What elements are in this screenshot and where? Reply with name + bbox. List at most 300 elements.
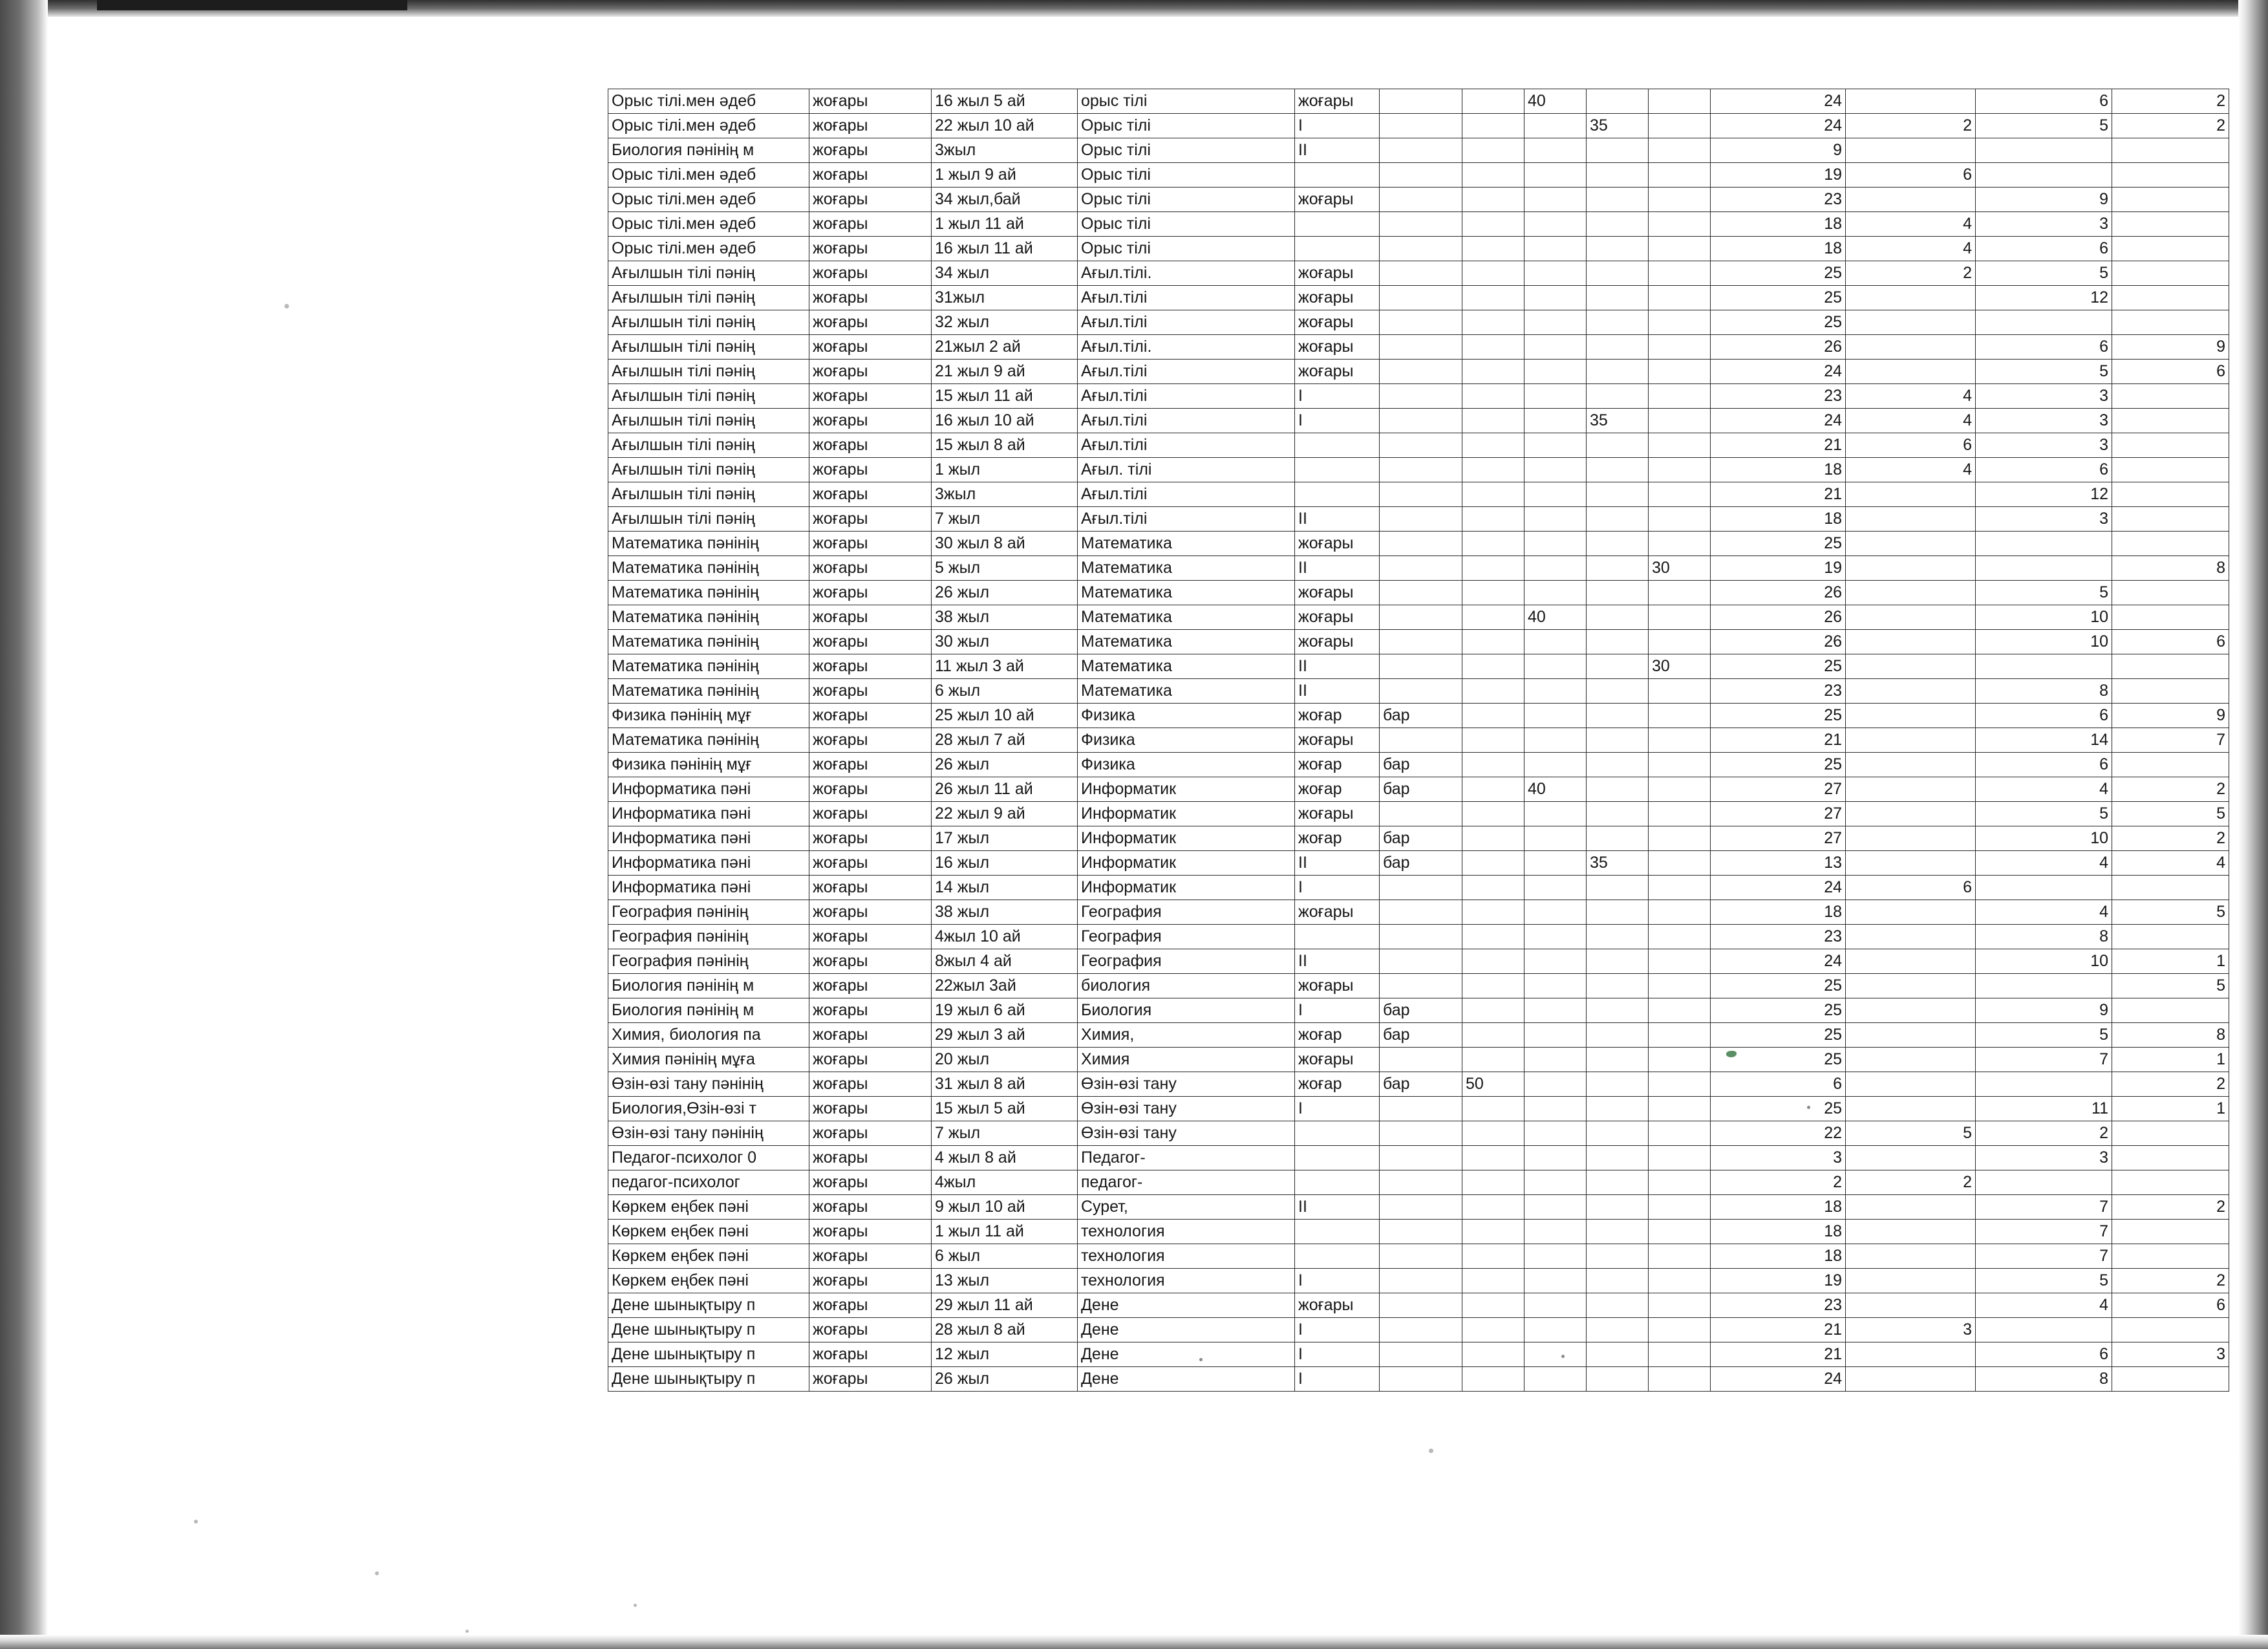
table-cell: жоғары [1295, 802, 1380, 826]
scan-edge-right [2238, 0, 2268, 1649]
table-cell [1649, 433, 1711, 458]
table-cell: жоғары [809, 851, 932, 876]
table-cell: Дене [1078, 1367, 1295, 1392]
table-cell: Математика [1078, 605, 1295, 630]
table-cell: жоғары [809, 335, 932, 360]
table-cell [2112, 482, 2229, 507]
table-cell [1380, 237, 1462, 261]
table-cell: Математика [1078, 581, 1295, 605]
table-cell: жоғары [1295, 188, 1380, 212]
table-row [608, 1269, 2229, 1293]
table-cell: Математика пәнінің [608, 630, 809, 654]
table-cell: 3 [1976, 212, 2112, 237]
table-cell: 6 [1976, 458, 2112, 482]
table-cell: жоғары [809, 1121, 932, 1146]
table-cell: Ағыл.тілі [1078, 482, 1295, 507]
table-cell: жоғары [809, 1072, 932, 1097]
table-cell [1380, 409, 1462, 433]
table-cell [1524, 1220, 1587, 1244]
table-cell: 30 [1649, 654, 1711, 679]
table-cell [1524, 1072, 1587, 1097]
table-cell [1649, 212, 1711, 237]
table-cell: жоғары [809, 1023, 932, 1048]
table-cell [1587, 286, 1649, 310]
table-cell: 14 жыл [932, 876, 1078, 900]
table-cell [1587, 482, 1649, 507]
table-cell [1846, 949, 1976, 974]
table-cell: 24 [1711, 114, 1846, 138]
table-cell: 12 жыл [932, 1342, 1078, 1367]
table-cell: Ағылшын тілі пәнің [608, 360, 809, 384]
table-cell [1649, 1367, 1711, 1392]
table-cell: 26 жыл [932, 581, 1078, 605]
table-cell: 2 [2112, 1072, 2229, 1097]
table-cell: География [1078, 949, 1295, 974]
table-cell: 19 [1711, 163, 1846, 188]
table-cell: жоғары [1295, 974, 1380, 998]
table-cell: 12 [1976, 286, 2112, 310]
table-cell: 6 [1976, 1342, 2112, 1367]
table-cell [1587, 433, 1649, 458]
table-cell: жоғары [809, 163, 932, 188]
table-cell: Ағылшын тілі пәнің [608, 458, 809, 482]
table-cell: 6 [2112, 360, 2229, 384]
table-cell [1649, 163, 1711, 188]
table-cell [1649, 851, 1711, 876]
table-cell [1649, 310, 1711, 335]
table-cell: 2 [1846, 1170, 1976, 1195]
table-cell: 22 жыл 9 ай [932, 802, 1078, 826]
table-cell [1524, 728, 1587, 753]
table-cell: 21 жыл 9 ай [932, 360, 1078, 384]
table-cell: Информатика пәні [608, 826, 809, 851]
table-cell [1380, 138, 1462, 163]
table-cell [1649, 1293, 1711, 1318]
table-cell: 9 жыл 10 ай [932, 1195, 1078, 1220]
table-cell [1846, 1048, 1976, 1072]
table-cell: 2 [1711, 1170, 1846, 1195]
table-cell: жоғар [1295, 1072, 1380, 1097]
table-cell [1649, 1048, 1711, 1072]
table-cell: жоғары [1295, 1293, 1380, 1318]
table-cell: 18 [1711, 237, 1846, 261]
table-cell: Биология пәнінің м [608, 998, 809, 1023]
table-cell: 2 [2112, 114, 2229, 138]
table-cell [1524, 482, 1587, 507]
table-cell [1380, 507, 1462, 532]
table-cell: жоғары [809, 1170, 932, 1195]
table-cell [1462, 138, 1524, 163]
table-cell [1524, 1269, 1587, 1293]
table-row [608, 360, 2229, 384]
table-cell: 8 [1976, 1367, 2112, 1392]
table-cell: I [1295, 384, 1380, 409]
table-cell [1587, 679, 1649, 704]
table-cell: 2 [2112, 777, 2229, 802]
table-cell [1462, 458, 1524, 482]
table-cell [1462, 89, 1524, 114]
table-cell: жоғары [809, 384, 932, 409]
table-cell: бар [1380, 777, 1462, 802]
table-cell: 24 [1711, 89, 1846, 114]
table-cell: жоғары [809, 1318, 932, 1342]
table-cell: Көркем еңбек пәні [608, 1220, 809, 1244]
table-cell [1587, 384, 1649, 409]
table-cell [1462, 1121, 1524, 1146]
table-cell: 25 [1711, 1048, 1846, 1072]
table-cell [1462, 605, 1524, 630]
table-cell: Ағылшын тілі пәнің [608, 482, 809, 507]
scan-speck [375, 1571, 379, 1575]
table-cell [1587, 360, 1649, 384]
table-cell: 2 [1846, 261, 1976, 286]
table-row [608, 89, 2229, 114]
table-cell [1587, 1220, 1649, 1244]
table-row [608, 237, 2229, 261]
table-cell [1649, 1170, 1711, 1195]
table-cell: Информатик [1078, 777, 1295, 802]
table-cell [1649, 482, 1711, 507]
table-cell [1295, 163, 1380, 188]
table-cell: Дене [1078, 1342, 1295, 1367]
scan-speck [634, 1604, 637, 1607]
table-cell [1587, 974, 1649, 998]
table-cell [1380, 1220, 1462, 1244]
table-cell [1524, 1146, 1587, 1170]
table-cell [1380, 1293, 1462, 1318]
table-cell: 18 [1711, 1220, 1846, 1244]
table-cell [1846, 1244, 1976, 1269]
table-cell [1846, 310, 1976, 335]
table-cell: Ағыл. тілі [1078, 458, 1295, 482]
table-cell: Ағыл.тілі [1078, 507, 1295, 532]
table-row [608, 1195, 2229, 1220]
table-cell: 35 [1587, 851, 1649, 876]
table-row [608, 1293, 2229, 1318]
scan-speck [284, 304, 289, 308]
table-cell: жоғары [1295, 605, 1380, 630]
table-cell: 27 [1711, 777, 1846, 802]
table-cell: 35 [1587, 114, 1649, 138]
table-row [608, 532, 2229, 556]
table-cell: I [1295, 114, 1380, 138]
table-cell [1524, 704, 1587, 728]
table-cell [1846, 507, 1976, 532]
table-cell [1380, 900, 1462, 925]
table-cell: 18 [1711, 900, 1846, 925]
table-row [608, 1146, 2229, 1170]
table-cell [1462, 728, 1524, 753]
table-cell: Физика [1078, 704, 1295, 728]
table-cell [1380, 212, 1462, 237]
table-cell [1846, 654, 1976, 679]
table-cell: технология [1078, 1244, 1295, 1269]
table-cell [2112, 1146, 2229, 1170]
table-cell [1649, 114, 1711, 138]
table-row [608, 777, 2229, 802]
table-cell: Өзін-өзі тану [1078, 1072, 1295, 1097]
table-cell: жоғары [809, 777, 932, 802]
table-cell: Физика [1078, 753, 1295, 777]
table-cell: География пәнінің [608, 925, 809, 949]
table-cell [1524, 1170, 1587, 1195]
table-cell: жоғары [809, 998, 932, 1023]
table-cell [1524, 458, 1587, 482]
table-cell [1976, 654, 2112, 679]
table-cell [1649, 532, 1711, 556]
table-cell: 21 [1711, 1342, 1846, 1367]
table-row [608, 138, 2229, 163]
table-cell: 12 [1976, 482, 2112, 507]
table-cell [1649, 728, 1711, 753]
table-cell: 4 [1846, 409, 1976, 433]
table-row [608, 851, 2229, 876]
table-cell [1649, 1023, 1711, 1048]
table-cell: 4 [2112, 851, 2229, 876]
table-cell [1649, 286, 1711, 310]
table-cell: жоғары [1295, 310, 1380, 335]
table-cell [1524, 998, 1587, 1023]
table-cell [1462, 360, 1524, 384]
table-cell: 6 [1711, 1072, 1846, 1097]
table-cell: 3 [1976, 433, 2112, 458]
table-cell [2112, 1367, 2229, 1392]
table-cell: жоғары [809, 114, 932, 138]
table-cell: 2 [1976, 1121, 2112, 1146]
table-cell: География пәнінің [608, 949, 809, 974]
table-cell [2112, 237, 2229, 261]
table-cell [1524, 630, 1587, 654]
table-cell [1846, 679, 1976, 704]
table-cell: Орыс тілі.мен әдеб [608, 114, 809, 138]
table-cell [1587, 335, 1649, 360]
table-cell [1587, 138, 1649, 163]
table-cell: жоғары [809, 1220, 932, 1244]
table-cell: II [1295, 1195, 1380, 1220]
table-cell [1524, 433, 1587, 458]
table-cell [1976, 974, 2112, 998]
table-cell [1524, 212, 1587, 237]
table-cell [1380, 1318, 1462, 1342]
scan-edge-bottom [0, 1635, 2268, 1649]
table-cell: педагог-психолог [608, 1170, 809, 1195]
table-cell: Орыс тілі.мен әдеб [608, 163, 809, 188]
table-cell: 9 [1976, 188, 2112, 212]
table-cell: 40 [1524, 777, 1587, 802]
table-row [608, 949, 2229, 974]
table-cell: 9 [1976, 998, 2112, 1023]
table-cell: жоғары [1295, 360, 1380, 384]
table-cell: Ағыл.тілі. [1078, 335, 1295, 360]
table-cell [1587, 1318, 1649, 1342]
table-cell: Орыс тілі [1078, 138, 1295, 163]
table-cell: 23 [1711, 925, 1846, 949]
table-cell [1587, 949, 1649, 974]
table-cell: жоғары [1295, 728, 1380, 753]
table-cell [1295, 1121, 1380, 1146]
table-cell [1462, 1342, 1524, 1367]
table-cell [2112, 679, 2229, 704]
table-cell: 6 [1846, 876, 1976, 900]
table-cell: жоғар [1295, 826, 1380, 851]
table-body [608, 89, 2229, 1392]
table-cell [1380, 1121, 1462, 1146]
table-cell [1462, 1244, 1524, 1269]
table-row [608, 900, 2229, 925]
table-cell [1380, 335, 1462, 360]
table-row [608, 802, 2229, 826]
table-cell: 4 жыл 8 ай [932, 1146, 1078, 1170]
table-cell [1846, 1072, 1976, 1097]
table-cell: Дене шынықтыру п [608, 1293, 809, 1318]
table-cell: жоғар [1295, 704, 1380, 728]
table-cell [1380, 556, 1462, 581]
table-cell [1295, 458, 1380, 482]
table-cell: Орыс тілі [1078, 188, 1295, 212]
table-cell [2112, 384, 2229, 409]
table-cell: Ағылшын тілі пәнің [608, 335, 809, 360]
table-cell [1524, 679, 1587, 704]
table-cell: 25 жыл 10 ай [932, 704, 1078, 728]
table-cell: Математика [1078, 556, 1295, 581]
table-cell [1846, 1367, 1976, 1392]
table-cell: Ағылшын тілі пәнің [608, 310, 809, 335]
table-cell: 15 жыл 8 ай [932, 433, 1078, 458]
table-cell: Физика [1078, 728, 1295, 753]
table-cell: 1 жыл 9 ай [932, 163, 1078, 188]
table-cell: 1 жыл 11 ай [932, 212, 1078, 237]
table-cell [1846, 1269, 1976, 1293]
table-cell: 18 [1711, 507, 1846, 532]
table-cell [2112, 458, 2229, 482]
table-cell [1462, 998, 1524, 1023]
table-cell [1524, 925, 1587, 949]
table-cell: Көркем еңбек пәні [608, 1244, 809, 1269]
table-row [608, 212, 2229, 237]
table-cell: жоғары [809, 1097, 932, 1121]
table-cell: 5 [1846, 1121, 1976, 1146]
table-row [608, 581, 2229, 605]
table-cell: II [1295, 507, 1380, 532]
table-cell [1587, 998, 1649, 1023]
table-cell: бар [1380, 753, 1462, 777]
table-cell [1295, 1244, 1380, 1269]
table-cell: Орыс тілі.мен әдеб [608, 212, 809, 237]
table-cell [2112, 261, 2229, 286]
table-cell [1295, 212, 1380, 237]
table-cell: Өзін-өзі тану пәнінің [608, 1072, 809, 1097]
table-cell: 6 жыл [932, 1244, 1078, 1269]
table-cell [1524, 753, 1587, 777]
table-cell [1380, 1269, 1462, 1293]
table-cell [1295, 433, 1380, 458]
table-cell: Биология пәнінің м [608, 974, 809, 998]
table-cell [1524, 261, 1587, 286]
table-cell [1649, 1269, 1711, 1293]
table-cell [1462, 1367, 1524, 1392]
table-cell: жоғары [809, 974, 932, 998]
table-cell: Информатика пәні [608, 851, 809, 876]
table-cell: 1 жыл 11 ай [932, 1220, 1078, 1244]
table-cell: Математика [1078, 532, 1295, 556]
table-cell: Математика пәнінің [608, 728, 809, 753]
table-cell: 1 [2112, 949, 2229, 974]
table-cell [1649, 409, 1711, 433]
table-cell [1462, 974, 1524, 998]
table-cell: 16 жыл 10 ай [932, 409, 1078, 433]
table-cell [1587, 556, 1649, 581]
table-cell [1587, 1244, 1649, 1269]
table-cell [1587, 630, 1649, 654]
table-cell: 5 [1976, 114, 2112, 138]
table-cell: жоғары [809, 605, 932, 630]
table-cell: География [1078, 925, 1295, 949]
table-cell: 9 [1711, 138, 1846, 163]
table-cell: 38 жыл [932, 605, 1078, 630]
table-cell [1649, 802, 1711, 826]
table-cell [1846, 1220, 1976, 1244]
table-cell: 28 жыл 7 ай [932, 728, 1078, 753]
table-cell: 4жыл [932, 1170, 1078, 1195]
table-cell [1524, 507, 1587, 532]
table-cell [2112, 1318, 2229, 1342]
table-cell: 19 [1711, 1269, 1846, 1293]
table-cell: 35 [1587, 409, 1649, 433]
table-cell: 1 [2112, 1048, 2229, 1072]
table-row [608, 1072, 2229, 1097]
table-cell [1295, 1170, 1380, 1195]
table-cell: жоғары [809, 802, 932, 826]
table-cell: 18 [1711, 1195, 1846, 1220]
table-cell: жоғары [809, 1048, 932, 1072]
table-row [608, 654, 2229, 679]
table-cell: 1 жыл [932, 458, 1078, 482]
table-cell: 25 [1711, 974, 1846, 998]
table-cell [1462, 335, 1524, 360]
table-cell [1380, 630, 1462, 654]
table-cell: 6 [2112, 630, 2229, 654]
table-cell: 9 [2112, 704, 2229, 728]
table-cell [1462, 949, 1524, 974]
table-cell [2112, 654, 2229, 679]
table-cell: 26 жыл [932, 753, 1078, 777]
table-cell: Информатика пәні [608, 802, 809, 826]
table-cell: жоғары [809, 925, 932, 949]
table-cell [1846, 777, 1976, 802]
table-cell: 29 жыл 3 ай [932, 1023, 1078, 1048]
table-cell [1846, 728, 1976, 753]
table-cell [1976, 1170, 2112, 1195]
table-cell [1846, 998, 1976, 1023]
table-cell: 3 [1711, 1146, 1846, 1170]
table-cell [1462, 876, 1524, 900]
table-cell [1524, 384, 1587, 409]
table-cell [1380, 581, 1462, 605]
table-cell: 4жыл 10 ай [932, 925, 1078, 949]
table-cell [1462, 753, 1524, 777]
table-cell: Өзін-өзі тану [1078, 1121, 1295, 1146]
table-cell [1846, 802, 1976, 826]
table-cell: Орыс тілі [1078, 212, 1295, 237]
table-cell [1524, 1121, 1587, 1146]
table-cell [1846, 630, 1976, 654]
table-cell [1524, 532, 1587, 556]
table-cell: 16 жыл [932, 851, 1078, 876]
table-cell: 5 [1976, 360, 2112, 384]
table-cell: 5 [1976, 802, 2112, 826]
table-cell [1462, 482, 1524, 507]
table-cell: 40 [1524, 89, 1587, 114]
